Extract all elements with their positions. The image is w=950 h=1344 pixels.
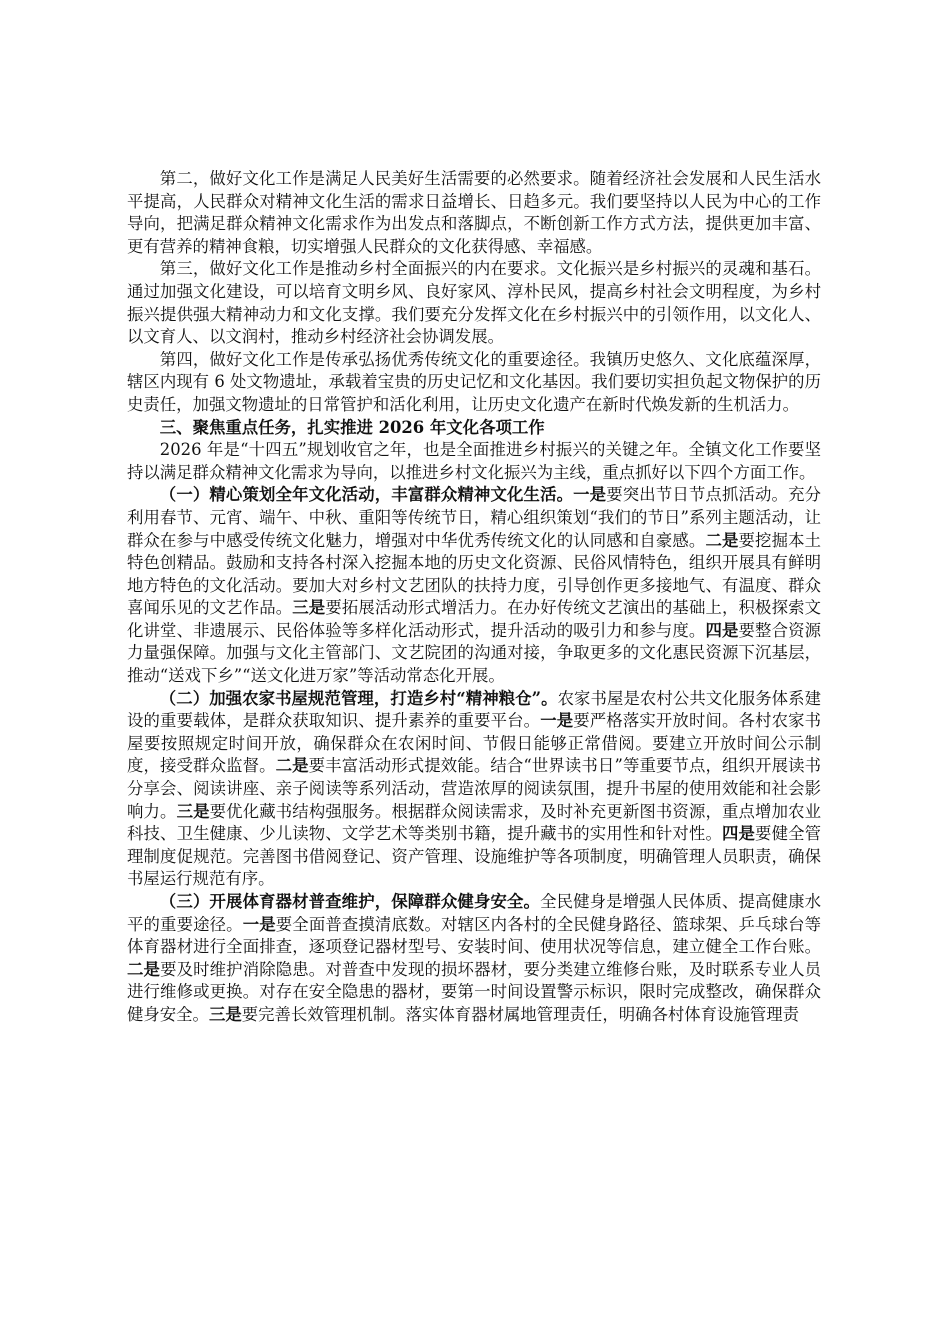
- paragraph: [127, 891, 821, 1027]
- paragraph: [127, 484, 821, 687]
- text-run: 要健全管理制度促规范。完善图书借阅登记、资产管理、设施维护等各项制度，明确管理人员职责，确保书屋运行规范有序。: [127, 824, 822, 889]
- bold-text-run: 三是: [176, 801, 210, 821]
- bold-text-run: （三）开展体育器材普查维护，保障群众健身安全。: [159, 892, 541, 911]
- text-run: 第三，做好文化工作是推动乡村全面振兴的内在要求。文化振兴是乡村振兴的灵魂和基石。通过加强文化建设，可以培育文明乡风、良好家风、淳朴民风，提高乡村社会文明程度，为乡村振兴提供强大精神动力和文化支撑。我们要充分发挥文化在乡村振兴中的引领作用，以文化人、以文育人、以文润村，推动乡村经济社会协调发展。: [127, 259, 821, 347]
- paragraph: [127, 258, 821, 348]
- bold-text-run: 四是: [721, 824, 756, 844]
- text-run: 要及时维护消除隐患。对普查中发现的损坏器材，要分类建立维修台账，及时联系专业人员进行维修或更换。对存在安全隐患的器材，要第一时间设置警示标识，限时完成整改，确保群众健身安全。: [127, 959, 822, 1024]
- bold-text-run: 二是: [705, 530, 739, 550]
- bold-text-run: 三是: [292, 598, 326, 618]
- paragraph: [127, 349, 821, 417]
- bold-text-run: 三是: [208, 1004, 242, 1024]
- text-run: 要优化藏书结构强服务。根据群众阅读需求，及时补充更新图书资源，重点增加农业科技、卫生健康、少儿读物、文学艺术等类别书籍，提升藏书的实用性和针对性。: [127, 801, 822, 844]
- text-run: 要拓展活动形式增活力。在办好传统文艺演出的基础上，积极探索文化讲堂、非遗展示、民俗体验等多样化活动形式，提升活动的吸引力和参与度。: [127, 598, 822, 640]
- text-run: 第二，做好文化工作是满足人民美好生活需要的必然要求。随着经济社会发展和人民生活水平提高，人民群众对精神文化生活的需求日益增长、日趋多元。我们要坚持以人民为中心的工作导向，把满足群众精神文化需求作为出发点和落脚点，不断创新工作方式方法，提供更加丰富、更有营养的精神食粮，切实增强人民群众的文化获得感、幸福感。: [127, 169, 821, 256]
- document-body: [127, 168, 821, 1027]
- bold-text-run: （二）加强农家书屋规范管理，打造乡村“精神粮仓”。: [159, 688, 558, 708]
- bold-text-run: 二是: [127, 959, 161, 979]
- bold-text-run: 一是: [573, 485, 607, 505]
- text-run: 要整合资源力量强保障。加强与文化主管部门、文艺院团的沟通对接，争取更多的文化惠民资源下沉基层，推动“送戏下乡”“送文化进万家”等活动常态化开展。: [127, 620, 822, 686]
- text-run: 三、聚焦重点任务，扎实推进 2026 年文化各项工作: [159, 417, 545, 437]
- bold-text-run: 一是: [242, 914, 276, 934]
- text-run: 全民健身是增强人民体质、提高健康水平的重要途径。: [127, 892, 822, 934]
- text-run: 2026 年是“十四五”规划收官之年，也是全面推进乡村振兴的关键之年。全镇文化工作要坚持以满足群众精神文化需求为导向，以推进乡村文化振兴为主线，重点抓好以下四个方面工作。: [127, 440, 821, 482]
- bold-text-run: （一）精心策划全年文化活动，丰富群众精神文化生活。: [159, 485, 574, 505]
- bold-text-run: 二是: [275, 756, 309, 776]
- paragraph: [127, 439, 821, 484]
- paragraph: [127, 688, 821, 891]
- text-run: 要全面普查摸清底数。对辖区内各村的全民健身路径、篮球架、乒乓球台等体育器材进行全面排查，逐项登记器材型号、安装时间、使用状况等信息，建立健全工作台账。: [127, 914, 822, 957]
- text-run: 要完善长效管理机制。落实体育器材属地管理责任，明确各村体育设施管理责: [241, 1004, 800, 1024]
- text-run: 要严格落实开放时间。各村农家书屋要按照规定时间开放，确保群众在农闲时间、节假日能够正常借阅。要建立开放时间公示制度，接受群众监督。: [127, 711, 822, 776]
- text-run: 要挖掘本土特色创精品。鼓励和支持各村深入挖掘本地的历史文化资源、民俗风情特色，组织开展具有鲜明地方特色的文化活动。要加大对乡村文艺团队的扶持力度，引导创作更多接地气、有温度、群众喜闻乐见的文艺作品。: [127, 530, 822, 618]
- text-run: 第四，做好文化工作是传承弘扬优秀传统文化的重要途径。我镇历史悠久、文化底蕴深厚，辖区内现有 6 处文物遗址，承载着宝贵的历史记忆和文化基因。我们要切实担负起文物保护的历史责任，加强文物遗址的日常管护和活化利用，让历史文化遗产在新时代焕发新的生机活力。: [127, 349, 821, 414]
- text-run: 要丰富活动形式提效能。结合“世界读书日”等重要节点，组织开展读书分享会、阅读讲座、亲子阅读等系列活动，营造浓厚的阅读氛围，提升书屋的使用效能和社会影响力。: [127, 756, 821, 821]
- bold-text-run: 一是: [540, 711, 574, 731]
- text-run: 要突出节日节点抓活动。充分利用春节、元宵、端午、中秋、重阳等传统节日，精心组织策划“我们的节日”系列主题活动，让群众在参与中感受传统文化魅力，增强对中华优秀传统文化的认同感和自豪感。: [127, 485, 822, 550]
- text-run: 农家书屋是农村公共文化服务体系建设的重要载体，是群众获取知识、提升素养的重要平台。: [127, 688, 822, 731]
- bold-text-run: 四是: [705, 620, 739, 640]
- section-heading: [127, 417, 821, 440]
- paragraph: [127, 168, 821, 258]
